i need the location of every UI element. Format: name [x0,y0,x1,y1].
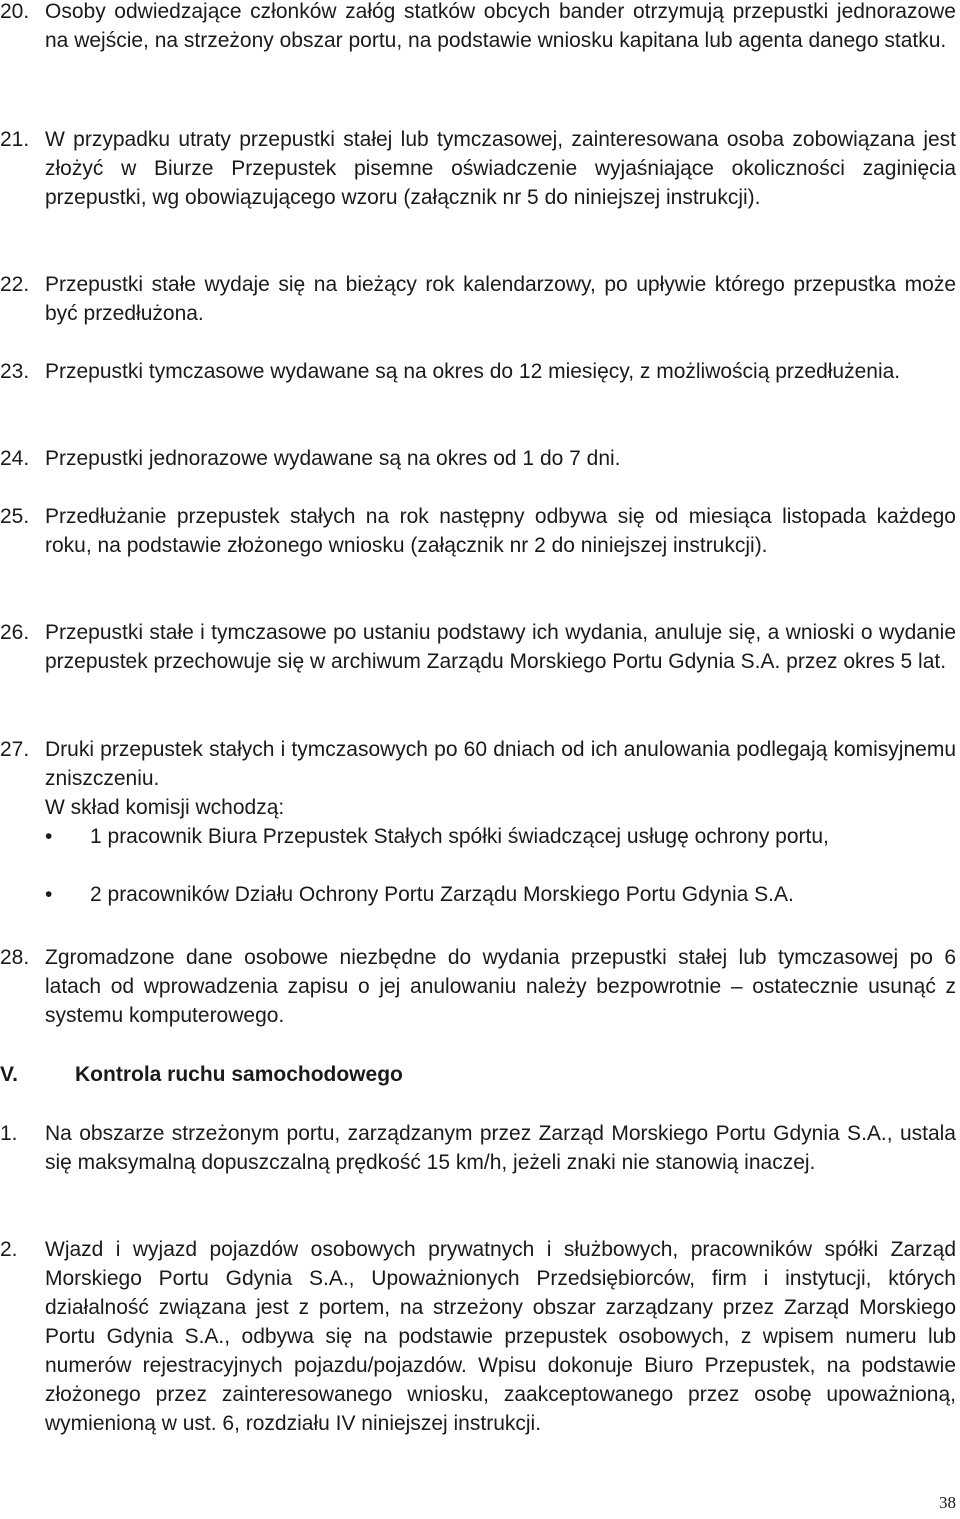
item-number: 23. [0,360,30,383]
item-number: 25. [0,505,30,528]
bullet-item [45,880,956,938]
item-text: Druki przepustek stałych i tymczasowych po 60 dniach od ich anulowania podlegają komisyjnemu zniszczeniu. [45,738,956,790]
list-item-24 [0,444,956,473]
list-item-25 [0,502,956,560]
list-item-28 [0,943,956,1030]
item-number: 20. [0,0,30,23]
item-text: Przepustki stałe wydaje się na bieżący rok kalendarzowy, po upływie którego przepustka może być przedłużona. [45,273,956,325]
bullet-icon: • [45,883,53,906]
item-number: 22. [0,273,30,296]
page-number: 38 [939,1493,956,1512]
item-text: Zgromadzone dane osobowe niezbędne do wydania przepustki stałej lub tymczasowej po 6 latach od wprowadzenia zapisu o jej anulowaniu należy bezpowrotnie – ostatecznie usunąć z systemu komputerowego. [45,946,956,1027]
section-item-1 [0,1119,956,1177]
item-number: 26. [0,621,30,644]
commission-intro: W skład komisji wchodzą: [45,796,285,819]
list-item-26 [0,618,956,676]
bullet-text: 2 pracowników Działu Ochrony Portu Zarządu Morskiego Portu Gdynia S.A. [90,883,794,906]
item-text: Przedłużanie przepustek stałych na rok następny odbywa się od miesiąca listopada każdego roku, na podstawie złożonego wniosku (załącznik nr 2 do niniejszej instrukcji). [45,505,956,557]
bullet-icon: • [45,825,53,848]
item-number: 27. [0,738,30,761]
item-text: Przepustki tymczasowe wydawane są na okres do 12 miesięcy, z możliwością przedłużenia. [45,360,901,383]
item-text: Na obszarze strzeżonym portu, zarządzanym przez Zarząd Morskiego Portu Gdynia S.A., ustala się maksymalną dopuszczalną prędkość 15 km/h, jeżeli znaki nie stanowią inaczej. [45,1122,956,1174]
item-text: Przepustki stałe i tymczasowe po ustaniu podstawy ich wydania, anuluje się, a wnioski o wydanie przepustek przechowuje się w archiwum Zarządu Morskiego Portu Gdynia S.A. przez okres 5 lat. [45,621,956,673]
item-text: W przypadku utraty przepustki stałej lub tymczasowej, zainteresowana osoba zobowiązana jest złożyć w Biurze Przepustek pisemne oświadczenie wyjaśniające okoliczności zaginięcia przepustki, wg obowiązującego wzoru (załącznik nr 5 do niniejszej instrukcji). [45,128,956,209]
list-item-21 [0,125,956,212]
list-item-20 [0,0,956,55]
item-text: Wjazd i wyjazd pojazdów osobowych prywatnych i służbowych, pracowników spółki Zarząd Morskiego Portu Gdynia S.A., Upoważnionych Przedsiębiorców, firm i instytucji, których działalność związana jest z portem, na strzeżony obszar zarządzany przez Zarząd Morskiego Portu Gdynia S.A., odbywa się na podstawie przepustek osobowych, z wpisem numeru lub numerów rejestracyjnych pojazdu/pojazdów. Wpisu dokonuje Biuro Przepustek, na podstawie złożonego przez zainteresowanego wniosku, zaakceptowanego przez osobę upoważnioną, wymienioną w ust. 6, rozdziału IV niniejszej instrukcji. [45,1238,956,1435]
item-number: 2. [0,1238,18,1261]
item-text: Przepustki jednorazowe wydawane są na okres od 1 do 7 dni. [45,447,621,470]
list-item-27 [0,735,956,938]
item-number: 21. [0,128,30,151]
section-heading [0,1060,956,1089]
item-text: Osoby odwiedzające członków załóg statków obcych bander otrzymują przepustki jednorazowe na wejście, na strzeżony obszar portu, na podstawie wniosku kapitana lub agenta danego statku. [45,0,956,52]
item-number: 1. [0,1122,18,1145]
bullet-text: 1 pracownik Biura Przepustek Stałych spółki świadczącej usługę ochrony portu, [90,825,829,848]
section-title: Kontrola ruchu samochodowego [75,1063,403,1086]
item-number: 24. [0,447,30,470]
item-number: 28. [0,946,30,969]
section-item-2 [0,1235,956,1438]
list-item-22 [0,270,956,328]
bullet-item [45,822,956,880]
list-item-23 [0,357,956,386]
section-number: V. [0,1063,18,1086]
